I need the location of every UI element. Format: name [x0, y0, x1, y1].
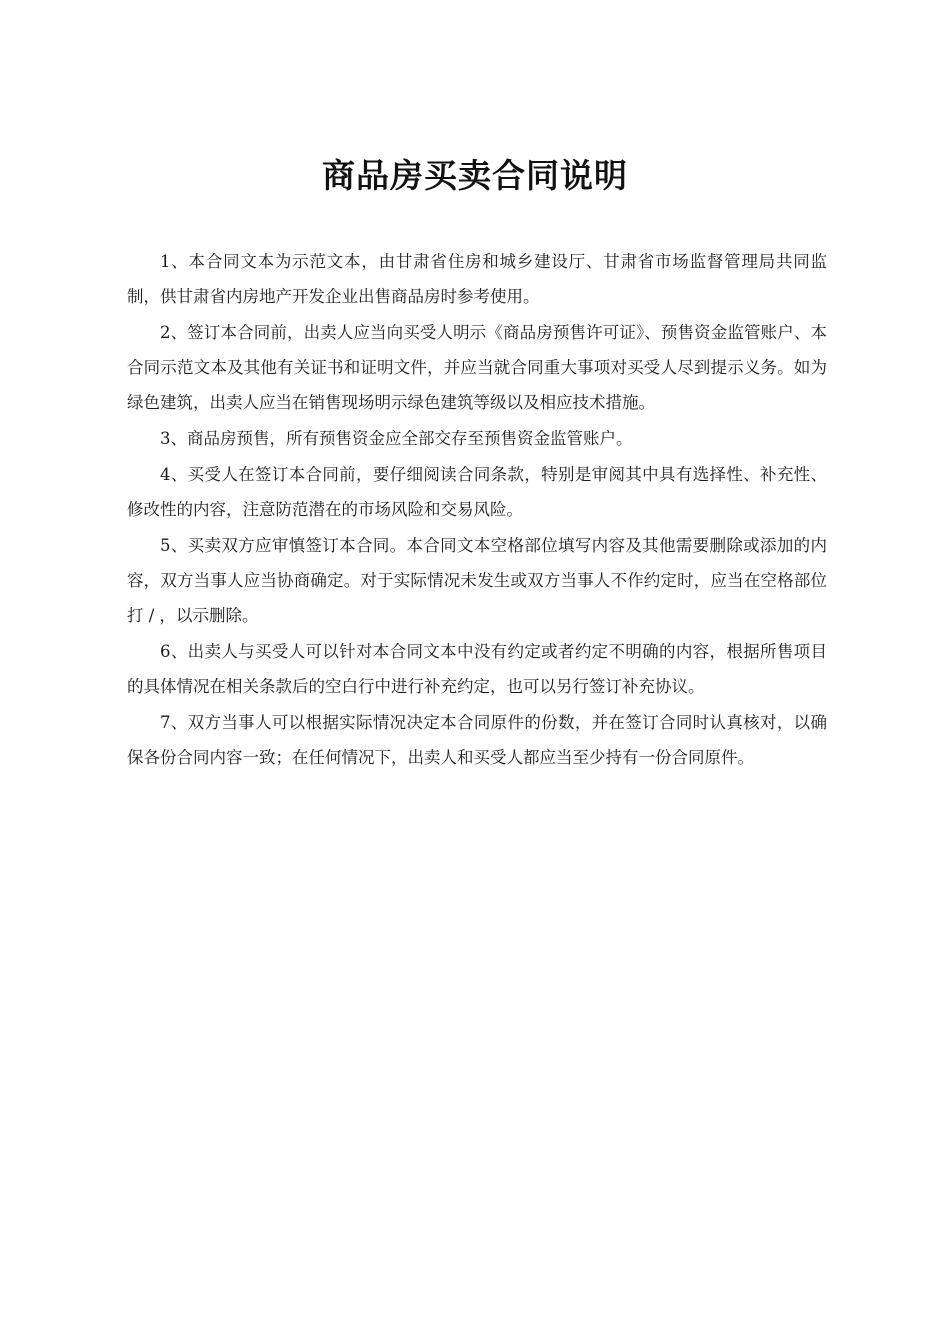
paragraph-1: 1、本合同文本为示范文本，由甘肃省住房和城乡建设厅、甘肃省市场监督管理局共同监制，供甘肃省内房地产开发企业出售商品房时参考使用。	[127, 252, 827, 306]
paragraph-2: 2、签订本合同前，出卖人应当向买受人明示《商品房预售许可证》、预售资金监管账户、本合同示范文本及其他有关证书和证明文件，并应当就合同重大事项对买受人尽到提示义务。如为绿色建筑，出卖人应当在销售现场明示绿色建筑等级以及相应技术措施。	[127, 323, 827, 412]
page-title: 商品房买卖合同说明	[322, 156, 628, 195]
paragraph-6: 6、出卖人与买受人可以针对本合同文本中没有约定或者约定不明确的内容，根据所售项目的具体情况在相关条款后的空白行中进行补充约定，也可以另行签订补充协议。	[127, 642, 827, 696]
paragraph-3: 3、商品房预售，所有预售资金应全部交存至预售资金监管账户。	[160, 429, 633, 448]
paragraph-4: 4、买受人在签订本合同前，要仔细阅读合同条款，特别是审阅其中具有选择性、补充性、修改性的内容，注意防范潜在的市场风险和交易风险。	[127, 465, 827, 519]
document-body	[127, 244, 827, 776]
paragraph-7: 7、双方当事人可以根据实际情况决定本合同原件的份数，并在签订合同时认真核对，以确保各份合同内容一致；在任何情况下，出卖人和买受人都应当至少持有一份合同原件。	[127, 713, 827, 767]
paragraph-5: 5、买卖双方应审慎签订本合同。本合同文本空格部位填写内容及其他需要删除或添加的内容，双方当事人应当协商确定。对于实际情况未发生或双方当事人不作约定时，应当在空格部位打 / ，以示删除。	[127, 536, 827, 625]
